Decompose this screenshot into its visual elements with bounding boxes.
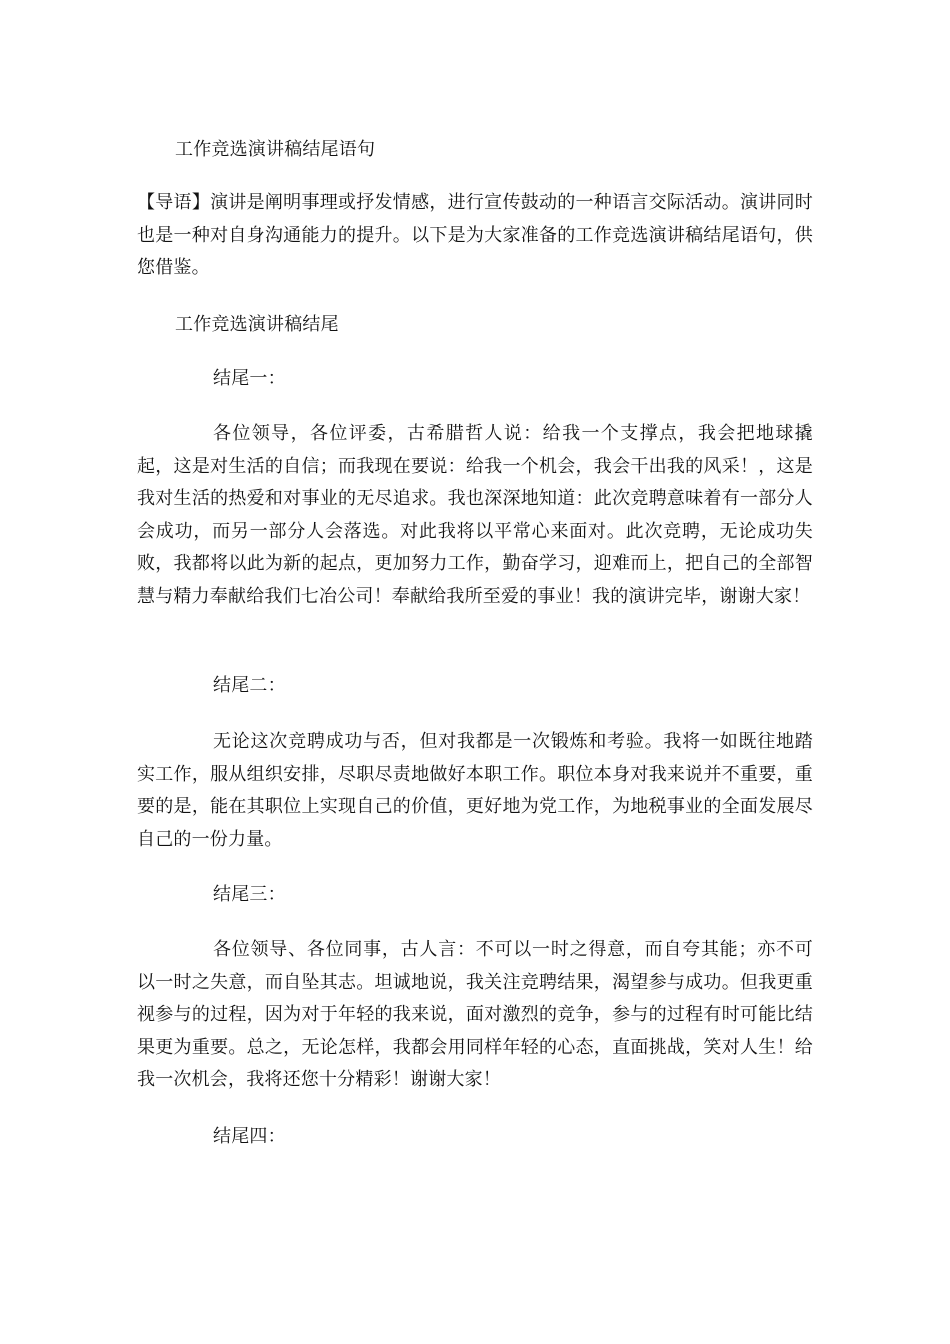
intro-paragraph: 【导语】演讲是阐明事理或抒发情感，进行宣传鼓动的一种语言交际活动。演讲同时也是一种对自身沟通能力的提升。以下是为大家准备的工作竞选演讲稿结尾语句，供您借鉴。 [137, 192, 813, 279]
ending-text-3: 各位领导、各位同事，古人言：不可以一时之得意，而自夸其能；亦不可以一时之失意，而自坠其志。坦诚地说，我关注竞聘结果，渴望参与成功。但我更重视参与的过程，因为对于年轻的我来说，面对激烈的竞争，参与的过程有时可能比结果更为重要。总之，无论怎样，我都会用同样年轻的心态，直面挑战，笑对人生！给我一次机会，我将还您十分精彩！谢谢大家！ [137, 939, 813, 1091]
ending-text-2: 无论这次竞聘成功与否，但对我都是一次锻炼和考验。我将一如既往地踏实工作，服从组织安排，尽职尽责地做好本职工作。职位本身对我来说并不重要，重要的是，能在其职位上实现自己的价值，更好地为党工作，为地税事业的全面发展尽自己的一份力量。 [137, 731, 813, 850]
ending-label-4: 结尾四： [213, 1126, 286, 1147]
ending-label-1: 结尾一： [213, 368, 286, 389]
ending-text-1: 各位领导，各位评委，古希腊哲人说：给我一个支撑点，我会把地球撬起，这是对生活的自信；而我现在要说：给我一个机会，我会干出我的风采！，这是我对生活的热爱和对事业的无尽追求。我也深深地知道：此次竞聘意味着有一部分人会成功，而另一部分人会落选。对此我将以平常心来面对。此次竞聘，无论成功失败，我都将以此为新的起点，更加努力工作，勤奋学习，迎难而上，把自己的全部智慧与精力奉献给我们七冶公司！奉献给我所至爱的事业！我的演讲完毕，谢谢大家！ [137, 423, 813, 607]
ending-label-3: 结尾三： [213, 884, 286, 905]
section-heading: 工作竞选演讲稿结尾 [175, 314, 339, 335]
document-title: 工作竞选演讲稿结尾语句 [175, 139, 376, 160]
ending-label-2: 结尾二： [213, 675, 286, 696]
